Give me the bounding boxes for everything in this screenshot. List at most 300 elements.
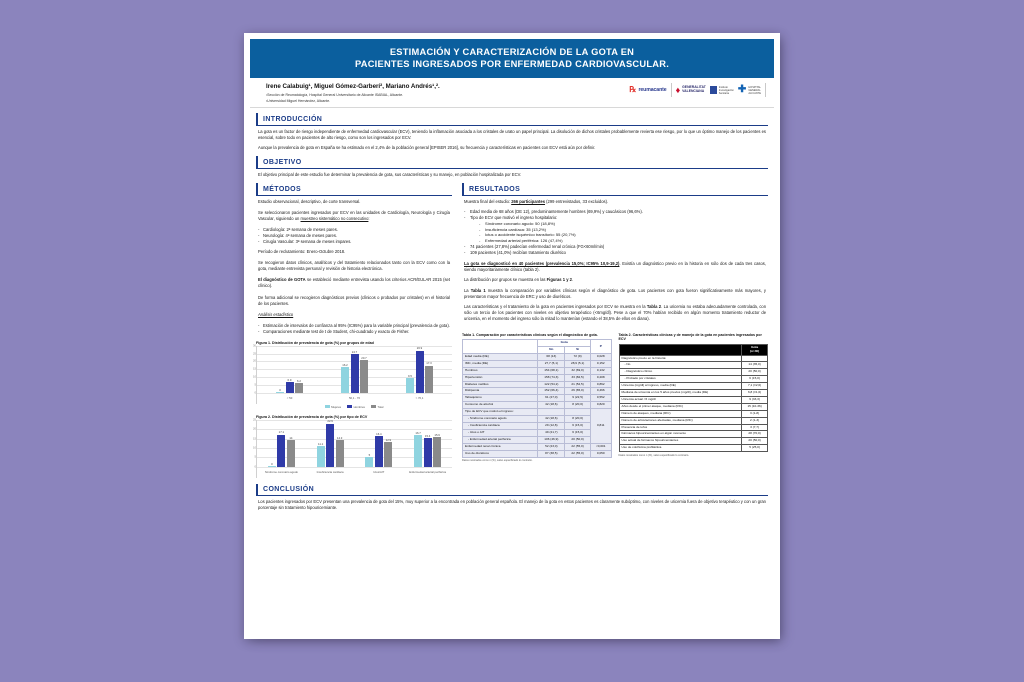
table-cell-si: 9 (22,5) <box>565 395 591 402</box>
author-names: Irene Calabuig¹, Miguel Gómez-Garberí², Mariano Andrés¹,². <box>266 83 440 90</box>
table-row <box>463 388 612 395</box>
table-cell-p: 0,820 <box>590 402 611 409</box>
tabla-1-caption: Tabla 1. Comparación por características clínicas según el diagnóstico de gota. <box>462 332 598 337</box>
bar-value: 24.7 <box>351 349 358 354</box>
table-cell-label: Hipertensión <box>463 374 538 381</box>
table-cell-no: 29 (12,8) <box>538 422 565 429</box>
metodos-paragraph-5: De forma adicional se recogieron diagnósticos previos (clínicos o probados por cristales) en el historial de los pacientes. <box>258 294 450 306</box>
table-cell-si: 26 (65,0) <box>565 388 591 395</box>
resultados-ecv-sublist <box>470 221 766 244</box>
table-cell-p: <0,001 <box>590 443 611 450</box>
table-cell-p: 0,862 <box>590 381 611 388</box>
table-cell-label: - No <box>619 362 742 369</box>
table-row <box>463 422 612 429</box>
prevalencia-rest: . Existía un diagnóstico previo en la historia en sólo dos de cada tres casos, siendo mayoritariamente clínico (tabla 2). <box>464 260 766 273</box>
resultados-tabla1-ref <box>464 288 766 300</box>
th-p: P <box>590 340 611 354</box>
figura-1-caption: Figura 1. Distribución de prevalencia de gota (%) por grupos de edad <box>256 340 374 345</box>
authors-block <box>266 83 440 103</box>
introduccion-paragraph-2: Aunque la prevalencia de gota en España se ha estimado en el 2,4% de la población general [EPISER 2016], su frecuencia y características en pacientes con ECV está aún por definir. <box>258 145 596 151</box>
list-item: - Neurología: 4ª semana de meses pares. <box>258 233 450 239</box>
bar-value: 17.3 <box>426 361 432 366</box>
table-cell-value: 15 (10-36) <box>742 403 768 410</box>
table-cell-label: Tipo de ECV que motivó el ingreso: <box>463 409 538 416</box>
table-cell-label: Consumo de alcohol <box>463 402 538 409</box>
bar-value: 26.9 <box>416 346 423 351</box>
table-cell-label: - Síndrome coronario agudo <box>463 416 538 423</box>
table-cell-label: Número de ataques, mediana (RIC) <box>619 410 742 417</box>
figura-1-bar-groups <box>257 346 452 393</box>
resultados-body <box>462 199 768 323</box>
table-cell-p: 0,132 <box>590 367 611 374</box>
logo-divider-end <box>765 83 766 97</box>
table-cell-no: 61 (27,0) <box>538 395 565 402</box>
tables-row <box>462 333 768 463</box>
authors-and-logos-row <box>250 78 774 108</box>
tabla-1 <box>462 339 612 457</box>
bar <box>425 361 433 393</box>
figura-2-group-0 <box>257 420 306 467</box>
table-header-row <box>619 344 768 355</box>
legend-entry <box>325 405 341 409</box>
legend-label: Mujeres <box>331 404 342 409</box>
affiliation-line-1: ¹Sección de Reumatología, Hospital General Universitario de Alicante ISABIAL, Alicante. <box>266 92 404 97</box>
figura-2-xtick: Insuficiencia cardíaca <box>316 469 344 474</box>
muestra-suffix: (299 entrevistados, 33 excluidos). <box>545 198 609 204</box>
table-cell-label: Uricemia (mg/dl) al ingreso, media (DE) <box>619 383 742 390</box>
tabla-2-body <box>619 355 768 452</box>
figura-1-xtick: 50,1 - 70 <box>348 395 361 400</box>
conclusion-body <box>256 499 768 511</box>
bar <box>295 378 303 393</box>
table-cell-si: 21 (52,5) <box>565 381 591 388</box>
bar <box>406 373 414 393</box>
bar <box>414 431 422 466</box>
table-cell-p: 0,152 <box>590 360 611 367</box>
list-item: - Enfermedad arterial periférica: 126 (47,4%) <box>479 238 766 244</box>
objetivo-heading: OBJETIVO <box>256 156 768 169</box>
figura-1-legend <box>256 405 452 409</box>
table-cell-value: 6 (15,0) <box>742 376 768 383</box>
table-cell-value: 9 (33,3) <box>742 396 768 403</box>
conclusion-heading: CONCLUSIÓN <box>256 484 768 497</box>
table-cell-si: 33 (82,5) <box>565 374 591 381</box>
figura-1-ytick: 15 <box>253 367 256 371</box>
reumacante-mark-icon: ℞ <box>629 85 637 94</box>
bar <box>351 349 359 393</box>
isabial-bars-icon <box>710 86 717 94</box>
table-row <box>619 383 768 390</box>
figura-2-chart <box>253 418 452 478</box>
table-cell-p: 0,552 <box>590 395 611 402</box>
metodos-paragraph-1: Estudio observacional, descriptivo, de corte transversal. <box>258 198 361 204</box>
hospital-alicante-logo <box>738 84 761 97</box>
tabla-2-caption: Tabla 2. Características clínicas y de manejo de la gota en pacientes ingresados por ECV <box>618 332 762 342</box>
table-cell-si: 72 (9) <box>565 353 591 360</box>
hospital-cross-icon: ✚ <box>737 84 747 95</box>
figura-1-xtick: < 50 <box>286 395 293 400</box>
list-item: - 109 pacientes (41,0%) recibían tratamiento diurético <box>464 250 766 256</box>
table-cell-p: 0,811 <box>590 409 611 444</box>
list-item: - Insuficiencia cardíaca: 35 (13,2%) <box>479 227 766 233</box>
figura-2-xtick: Síndrome coronario agudo <box>264 469 298 474</box>
table-cell-label: Mediana de uricemia en los 5 años previos (mg/dl), media (DE) <box>619 390 742 397</box>
metodos-paragraph-3: Se recogieron datos clínicos, analíticos y del tratamiento relacionados tanto con la ECV como con la gota, mediante entrevista personal y revisión de historia electrónica. <box>258 259 450 271</box>
figura-2-bar-groups <box>257 420 452 467</box>
table-row <box>619 355 768 362</box>
bar-value: 20.7 <box>361 356 367 361</box>
table-row <box>619 396 768 403</box>
th-si: Sí <box>565 347 591 354</box>
list-item <box>464 215 766 244</box>
reumacante-logo-text: reumacante <box>638 87 667 93</box>
table-cell-si: 32 (69,0) <box>565 367 591 374</box>
bar <box>416 346 424 393</box>
table-cell-label: Uso de diuréticos <box>463 450 538 457</box>
tabla-1-block <box>462 333 612 463</box>
table-cell-value: 3 (7,7) <box>742 424 768 431</box>
bar-value: 15.4 <box>424 433 431 438</box>
metodos-periodo: Período de reclutamiento: Enero-Octubre 2018. <box>258 248 346 254</box>
metodos-stats-title <box>258 312 450 318</box>
table-row <box>463 443 612 450</box>
list-item: - Cardiología: 2ª semana de meses pares. <box>258 227 450 233</box>
list-item: - Ictus o accidente isquémico transitorio: 55 (20,7%) <box>479 232 766 238</box>
figura-1-ytick: 10 <box>253 375 256 379</box>
table-cell-value <box>742 355 768 362</box>
table-row <box>619 424 768 431</box>
bar-value: 22.9 <box>327 419 333 424</box>
figura-1-block <box>253 340 452 409</box>
table-cell-p: 0,466 <box>590 388 611 395</box>
tabla-2-note: Datos mostrados como n (%), salvo especificado lo contrario. <box>618 453 689 457</box>
table-cell-label: Edad media (DE) <box>463 353 538 360</box>
figura-1-group-2 <box>387 346 452 393</box>
table-row <box>619 362 768 369</box>
figura-1-ytick: 20 <box>253 359 256 363</box>
metodos-paragraph-2 <box>258 210 450 222</box>
logo-strip <box>629 83 770 97</box>
list-item: - Cirugía Vascular: 3ª semana de meses impares. <box>258 239 450 245</box>
table-cell-label: - Probado por cristales <box>619 376 742 383</box>
figura-2-ytick: 20 <box>253 427 256 431</box>
table-cell-value: 20 (50,0) <box>742 369 768 376</box>
table-row <box>463 436 612 443</box>
table-row <box>463 367 612 374</box>
table-cell-label: Años desde el primer ataque, mediana (RIC) <box>619 403 742 410</box>
affiliation-line-2: ²Universidad Miguel Hernández, Alicante. <box>266 98 331 103</box>
tabla-1-head <box>463 340 612 354</box>
bar <box>336 435 344 467</box>
table-cell-no: 49 (21,7) <box>538 429 565 436</box>
list-item: - 74 pacientes (27,8%) padecían enfermedad renal crónica (FG<60ml/min) <box>464 244 766 250</box>
figuras-ref-b: Figuras 1 y 2 <box>546 277 572 283</box>
tabla-2 <box>619 344 769 453</box>
metodos-heading: MÉTODOS <box>256 183 452 196</box>
th-gota-count: (n=40) <box>749 348 760 353</box>
bar-value: 9.5 <box>408 373 412 378</box>
table-cell-si: 22 (55,0) <box>565 450 591 457</box>
table-cell-value: 2 (1-3) <box>742 417 768 424</box>
list-item: - Síndrome coronario agudo: 50 (18,8%) <box>479 221 766 227</box>
bar <box>360 356 368 392</box>
table-row <box>463 402 612 409</box>
table-cell-si: 28,9 (5,1) <box>565 360 591 367</box>
table-cell-label: Uricemia actual <6 mg/dl <box>619 396 742 403</box>
resultados-figuras-ref <box>464 277 766 283</box>
table-row <box>463 409 612 416</box>
bar-value: 16.2 <box>342 363 348 368</box>
table-cell-p: 0,028 <box>590 353 611 360</box>
table-row <box>619 390 768 397</box>
objetivo-paragraph-1: El objetivo principal de este estudio fue determinar la prevalencia de gota, sus características y su manejo, en población hospitalizada por ECV. <box>258 171 522 177</box>
bar <box>424 433 432 467</box>
resultados-tabla2-ref <box>464 304 766 323</box>
table-cell-p: 0,050 <box>590 450 611 457</box>
reumacante-logo <box>629 84 666 97</box>
bar <box>317 441 325 467</box>
table-row <box>463 381 612 388</box>
table-cell-label: Diabetes mellitus <box>463 381 538 388</box>
table-row <box>619 417 768 424</box>
metodos-paragraph-4 <box>258 277 450 289</box>
table-cell-label: Número de articulaciones afectadas, mediana (RIC) <box>619 417 742 424</box>
legend-entry <box>347 405 365 409</box>
table-cell-value: 5 (25,0) <box>742 445 768 452</box>
muestra-prefix: Muestra final del estudio: <box>464 198 512 204</box>
table-cell-label: - Diagnóstico clínico <box>619 369 742 376</box>
resultados-list <box>464 209 766 256</box>
figura-1-group-0 <box>257 346 322 393</box>
tabla2-ref-a: Las características y el tratamiento de la gota en pacientes ingresados por ECV se muestra en la <box>464 303 647 309</box>
list-item: - Estimación de intervalos de confianza al 95% (IC95%) para la variable principal (prevalencia de gota). <box>258 323 450 329</box>
th-gota-n <box>742 344 768 355</box>
table-cell-si: 6 (15,0) <box>565 422 591 429</box>
table-cell-no <box>538 409 565 416</box>
table-row <box>619 410 768 417</box>
table-header-row <box>463 340 612 347</box>
bar-value: 6.9 <box>287 377 292 382</box>
th-no: No <box>538 347 565 354</box>
table-row <box>619 403 768 410</box>
tabla1-ref-a: La <box>464 287 471 293</box>
introduccion-body <box>256 129 768 152</box>
main-two-column-area <box>250 178 774 478</box>
table-cell-value: 14 (35,0) <box>742 362 768 369</box>
bar-value: 17.1 <box>278 430 285 435</box>
table-cell-si: 8 (20,0) <box>565 416 591 423</box>
objetivo-section <box>250 156 774 178</box>
table-cell-no: 42 (18,6) <box>538 402 565 409</box>
table-cell-label: Fármacos hipouricemiantes en algún momento <box>619 431 742 438</box>
metodos-body <box>256 199 452 335</box>
logo-divider <box>671 83 672 97</box>
table-cell-label: Uso actual de fármacos hipouricemiantes <box>619 438 742 445</box>
bar-value: 0 <box>271 462 273 467</box>
th-blank <box>463 340 538 354</box>
th-gota-label: Gota <box>751 344 759 349</box>
conclusion-paragraph-1: Los pacientes ingresados por ECV presentan una prevalencia de gota del 15%, muy superior a la encontrada en población general española. El manejo de la gota en estos pacientes es claramente subóptimo, con niveles de uricemia fuera de objetivo terapéutico y con un gran porcentaje sin tratamiento hipouricemiante. <box>258 499 766 511</box>
table-cell-p: 0,208 <box>590 374 611 381</box>
figuras-ref-c: . <box>571 277 574 283</box>
bar <box>365 453 373 466</box>
isabial-logo <box>710 84 734 97</box>
tabla1-ref-b: Tabla 1 <box>470 287 486 293</box>
bar-value: 15.9 <box>434 432 440 437</box>
tabla-1-note: Datos mostrados como n (%), salvo especificado lo contrario. <box>462 459 533 463</box>
poster-title-line-1: ESTIMACIÓN Y CARACTERIZACIÓN DE LA GOTA EN <box>389 47 635 57</box>
figura-1-group-1 <box>322 346 387 393</box>
metodos-stats-list <box>258 323 450 335</box>
generalitat-emblem-icon: ♦ <box>675 84 681 95</box>
figura-1-xtick: > 70,1 <box>415 395 424 400</box>
muestra-count: 266 participantes <box>511 198 546 204</box>
table-cell-label: Diagnóstico previo en la historia: <box>619 355 742 362</box>
table-row <box>463 395 612 402</box>
table-cell-label: Hombres <box>463 367 538 374</box>
figura-2-xtick: Enfermedad arterial periférica <box>409 469 447 474</box>
table-row <box>619 369 768 376</box>
prevalencia-bold: La gota se diagnosticó en 40 pacientes (prevalencia 15,0%; IC95% 10,9-19,2) <box>464 260 620 266</box>
bar <box>341 363 349 392</box>
table-row <box>619 445 768 452</box>
figura-1-ytick: 30 <box>253 344 256 348</box>
resultados-prevalencia <box>464 261 766 273</box>
table-cell-label: Dislipemia <box>463 388 538 395</box>
legend-swatch-icon <box>371 405 376 408</box>
legend-label: Total <box>377 404 384 409</box>
th-gota-group: Gota <box>538 340 591 347</box>
bar-value: 14.3 <box>336 435 343 440</box>
table-cell-si: 20 (50,0) <box>565 436 591 443</box>
table-cell-label: Enfermedad renal crónica <box>463 443 538 450</box>
figura-2-group-1 <box>306 420 355 467</box>
table-cell-no: 42 (18,6) <box>538 416 565 423</box>
table-cell-no: 122 (54,2) <box>538 381 565 388</box>
scientific-poster <box>244 33 780 639</box>
figura-2-ytick: 15 <box>253 437 256 441</box>
legend-label: Hombres <box>353 404 365 409</box>
table-row <box>463 374 612 381</box>
figura-1-ytick: 0 <box>254 391 256 395</box>
tabla2-ref-b: Tabla 2 <box>646 303 662 309</box>
legend-entry <box>371 405 383 409</box>
bar <box>433 432 441 467</box>
table-row <box>463 429 612 436</box>
bar-value: 16.7 <box>415 431 421 436</box>
bar <box>277 430 285 467</box>
figura-2-ytick: 10 <box>253 446 256 450</box>
bar-value: 12.9 <box>385 438 392 443</box>
bar-value: 16.4 <box>376 431 382 436</box>
figura-2-ytick: 5 <box>254 455 256 459</box>
poster-title-line-2: PACIENTES INGRESADOS POR ENFERMEDAD CARDIOVASCULAR. <box>354 59 670 69</box>
table-cell-no: 52 (23,0) <box>538 443 565 450</box>
table-cell-value: 7,1 (±2,6) <box>742 383 768 390</box>
generalitat-logo-text: GENERALITAT VALENCIANA <box>682 85 706 93</box>
bar <box>384 438 392 466</box>
bar <box>375 431 383 467</box>
table-cell-no: 68 (13) <box>538 353 565 360</box>
table-row <box>463 360 612 367</box>
figura-2-group-3 <box>403 420 452 467</box>
metodos-p4-rest: se estableció mediante entrevista usando los criterios ACR/EULAR 2015 (set clínico). <box>258 277 450 289</box>
figura-2-x-labels <box>257 471 452 474</box>
table-cell-value: 20 (50,0) <box>742 438 768 445</box>
figuras-ref-a: La distribución por grupos se muestra en las <box>464 277 547 283</box>
metodos-column <box>253 178 452 478</box>
th-blank <box>619 344 742 355</box>
table-row <box>619 438 768 445</box>
table-row <box>463 416 612 423</box>
table-cell-no: 106 (46,9) <box>538 436 565 443</box>
metodos-p2-underlined: muestreo sistemático no consecutivo <box>300 215 369 221</box>
figura-1-ytick: 5 <box>254 383 256 387</box>
table-cell-no: 158 (74,3) <box>538 374 565 381</box>
resultados-column <box>462 178 768 478</box>
metodos-p4-bold: El diagnóstico de GOTA <box>258 277 306 283</box>
table-cell-no: 152 (66,4) <box>538 388 565 395</box>
table-row <box>619 431 768 438</box>
table-cell-value: 6,8 (±1,6) <box>742 390 768 397</box>
metodos-stats-heading: Análisis estadístico <box>258 311 294 317</box>
table-cell-label: IMC, media (DE) <box>463 360 538 367</box>
ecv-type-label: Tipo de ECV que motivó el ingreso hospitalario: <box>470 214 558 220</box>
table-cell-label: Uso de colchicina profiláctica <box>619 445 742 452</box>
legend-swatch-icon <box>325 405 330 408</box>
tabla-2-head <box>619 344 768 355</box>
bar-value: 6.2 <box>297 378 301 383</box>
introduccion-paragraph-1: La gota es un factor de riesgo independiente de enfermedad cardiovascular (ECV), teniendo la inflamación asociada a los cristales de urato un papel principal. La disolución de dichos cristales probablemente revierta ese riesgo, por lo que un óptimo manejo de los pacientes es esencial, sobre todo en pacientes de alto riesgo, como son los ingresados por ECV. <box>258 128 766 140</box>
isabial-logo-text: Instituto Investigación Sanitaria <box>718 85 734 95</box>
table-cell-no: 154 (68,1) <box>538 367 565 374</box>
bar <box>286 377 294 393</box>
resultados-heading: RESULTADOS <box>462 183 768 196</box>
figura-2-ytick: 0 <box>254 465 256 469</box>
figura-1-chart <box>253 344 452 404</box>
table-cell-value: 28 (70,0) <box>742 431 768 438</box>
tabla2-ref-c: . La uricemia no estaba adecuadamente controlada, con sólo un tercio de los pacientes con niveles en objetivo terapéutico (<6mg/dl). Pese a que el 70% habían recibido en algún momento tratamiento reductor de uricemia, en el momento del ingreso sólo la mitad lo mantenían (estando el 38,5% de ellos en diana). <box>464 303 767 322</box>
bar <box>287 436 295 466</box>
table-cell-si: 6 (15,0) <box>565 429 591 436</box>
list-item: - Comparaciones mediante test de t de Student, chi-cuadrado y exacto de Fisher. <box>258 329 450 335</box>
tabla1-ref-c: muestra la comparación por variables clínicas según el diagnóstico de gota. Los pacientes con gota fueron significativamente más mayores, y presentaron mayor frecuencia de ERC y uso de diuréticos. <box>464 287 766 299</box>
figura-1-ytick: 25 <box>253 352 256 356</box>
table-cell-si <box>565 409 591 416</box>
legend-swatch-icon <box>347 405 352 408</box>
table-cell-label: - Insuficiencia cardíaca <box>463 422 538 429</box>
resultados-muestra <box>464 199 766 205</box>
bar-value: 14 <box>289 436 293 441</box>
table-cell-label: Presencia de tofos <box>619 424 742 431</box>
introduccion-heading: INTRODUCCIÓN <box>256 113 768 126</box>
tabla-1-body <box>463 353 612 457</box>
bar-value: 11.1 <box>318 441 324 446</box>
figura-2-caption: Figura 2. Distribución de prevalencia de gota (%) por tipo de ECV <box>256 414 368 419</box>
generalitat-valenciana-logo <box>676 84 706 97</box>
tabla-2-block <box>619 333 769 463</box>
table-row <box>463 450 612 457</box>
table-cell-si: 22 (55,0) <box>565 443 591 450</box>
hospital-logo-text: HOSPITAL GENERAL ALICANTE <box>748 85 761 95</box>
table-row <box>619 376 768 383</box>
figura-2-block <box>253 414 452 478</box>
figura-2-ytick: 25 <box>253 418 256 422</box>
poster-title-bar <box>250 39 774 78</box>
figura-1-x-labels <box>257 397 452 400</box>
conclusion-section <box>250 484 774 512</box>
list-item: - Edad media de 68 años (DE 12), predominantemente hombres (69,9%) y caucásicos (96,6%). <box>464 209 766 215</box>
